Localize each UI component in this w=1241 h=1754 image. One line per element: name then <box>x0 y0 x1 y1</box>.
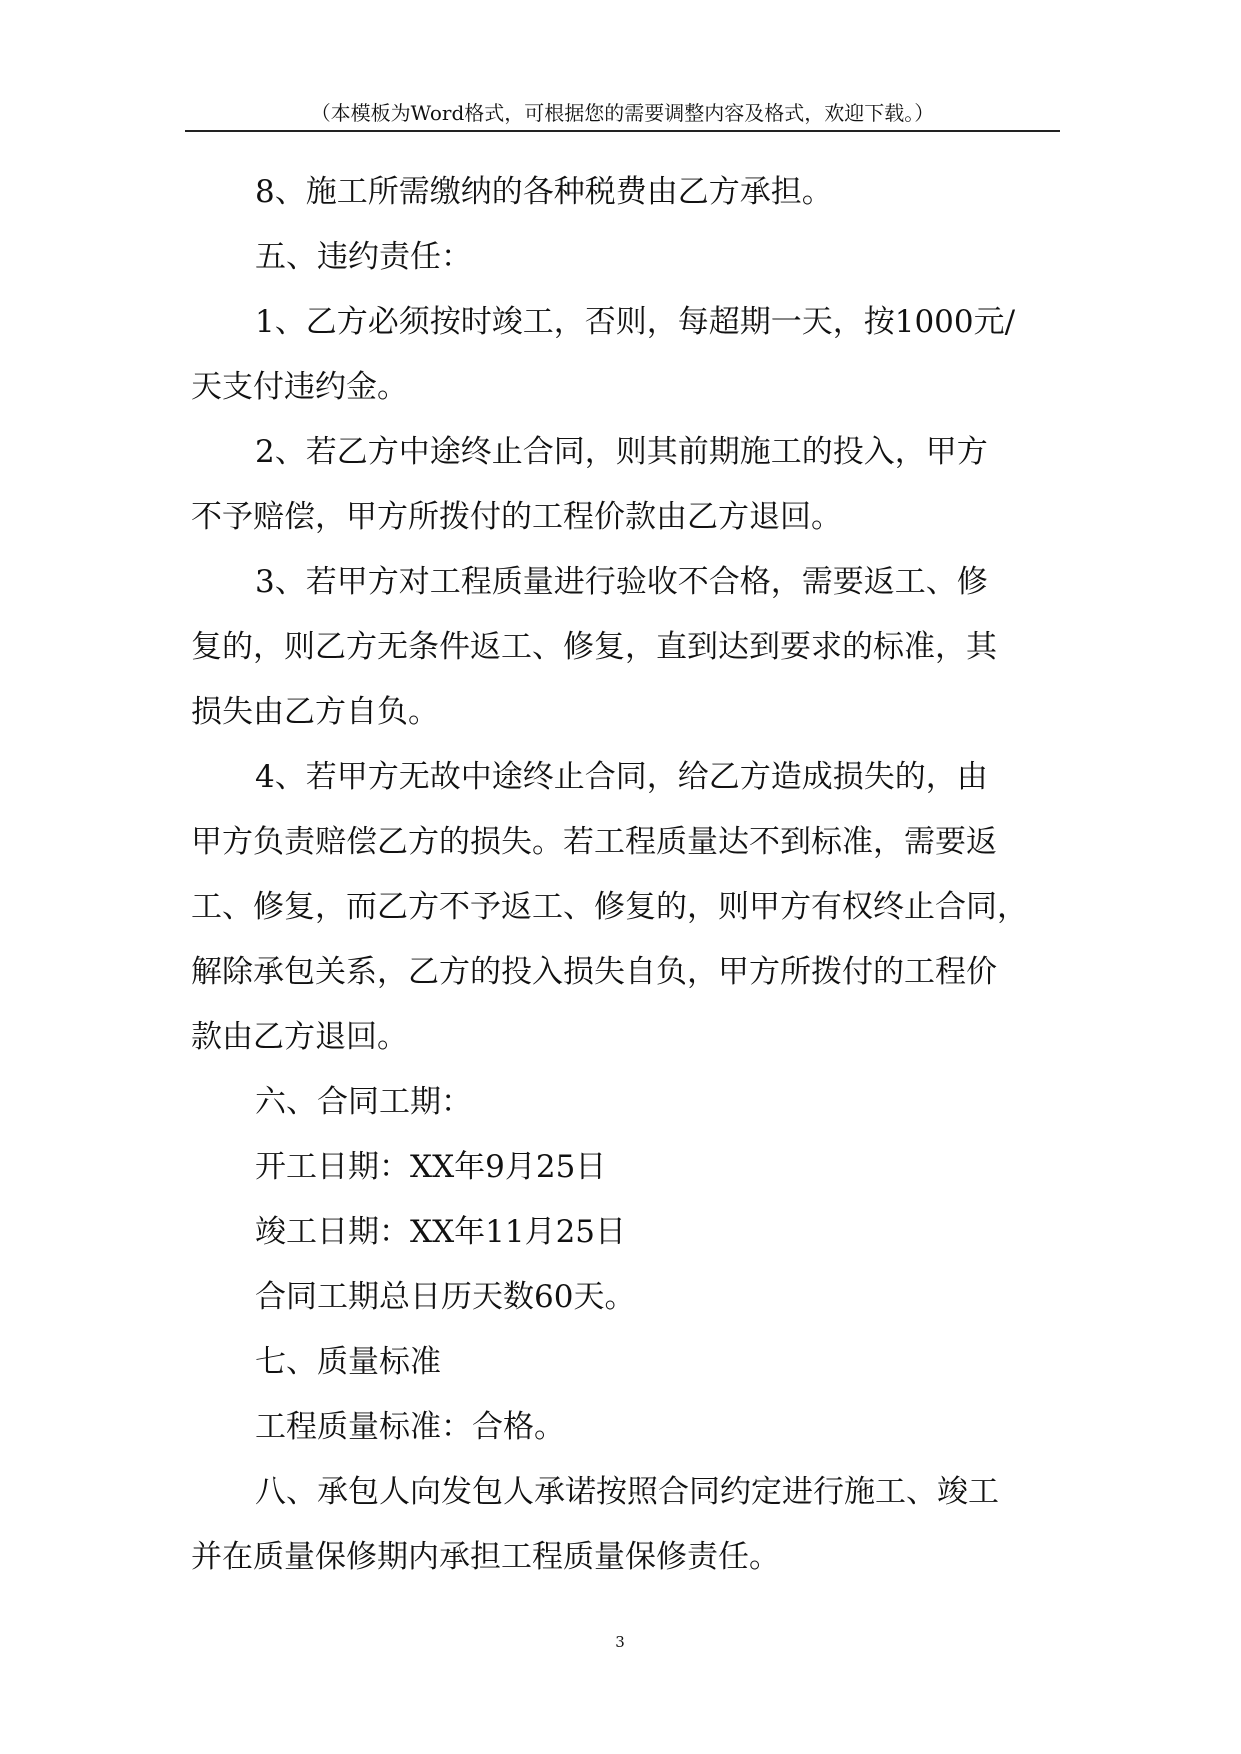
breach-clause-3-line-3: 损失由乙方自负。 <box>191 694 439 730</box>
section-heading-breach: 五、违约责任： <box>255 239 472 275</box>
quality-standard-line: 工程质量标准：合格。 <box>255 1409 565 1445</box>
breach-clause-2-line-2: 不予赔偿，甲方所拨付的工程价款由乙方退回。 <box>191 499 842 535</box>
section-heading-quality: 七、质量标准 <box>255 1344 441 1380</box>
header-divider <box>185 130 1060 132</box>
section-heading-warranty-line-1: 八、承包人向发包人承诺按照合同约定进行施工、竣工 <box>255 1474 999 1510</box>
breach-clause-2-line-1: 2、若乙方中途终止合同，则其前期施工的投入，甲方 <box>255 434 988 470</box>
breach-clause-4-line-1: 4、若甲方无故中途终止合同，给乙方造成损失的，由 <box>255 759 988 795</box>
breach-clause-4-line-5: 款由乙方退回。 <box>191 1019 408 1055</box>
breach-clause-4-line-3: 工、修复，而乙方不予返工、修复的，则甲方有权终止合同， <box>191 889 1028 925</box>
breach-clause-4-line-2: 甲方负责赔偿乙方的损失。若工程质量达不到标准，需要返 <box>191 824 997 860</box>
header-note: （本模板为Word格式，可根据您的需要调整内容及格式，欢迎下载。） <box>310 101 935 125</box>
completion-date-line: 竣工日期：XX年11月25日 <box>255 1214 627 1250</box>
total-days-line: 合同工期总日历天数60天。 <box>255 1279 636 1315</box>
clause-tax-line: 8、施工所需缴纳的各种税费由乙方承担。 <box>255 174 833 210</box>
breach-clause-1-line-1: 1、乙方必须按时竣工，否则，每超期一天，按1000元/ <box>255 304 1016 340</box>
contract-body <box>191 160 1061 1590</box>
breach-clause-4-line-4: 解除承包关系，乙方的投入损失自负，甲方所拨付的工程价 <box>191 954 997 990</box>
breach-clause-3-line-1: 3、若甲方对工程质量进行验收不合格，需要返工、修 <box>255 564 988 600</box>
page-number: 3 <box>615 1633 625 1651</box>
section-heading-duration: 六、合同工期： <box>255 1084 472 1120</box>
breach-clause-3-line-2: 复的，则乙方无条件返工、修复，直到达到要求的标准，其 <box>191 629 997 665</box>
breach-clause-1-line-2: 天支付违约金。 <box>191 369 408 405</box>
start-date-line: 开工日期：XX年9月25日 <box>255 1149 607 1185</box>
section-heading-warranty-line-2: 并在质量保修期内承担工程质量保修责任。 <box>191 1539 780 1575</box>
